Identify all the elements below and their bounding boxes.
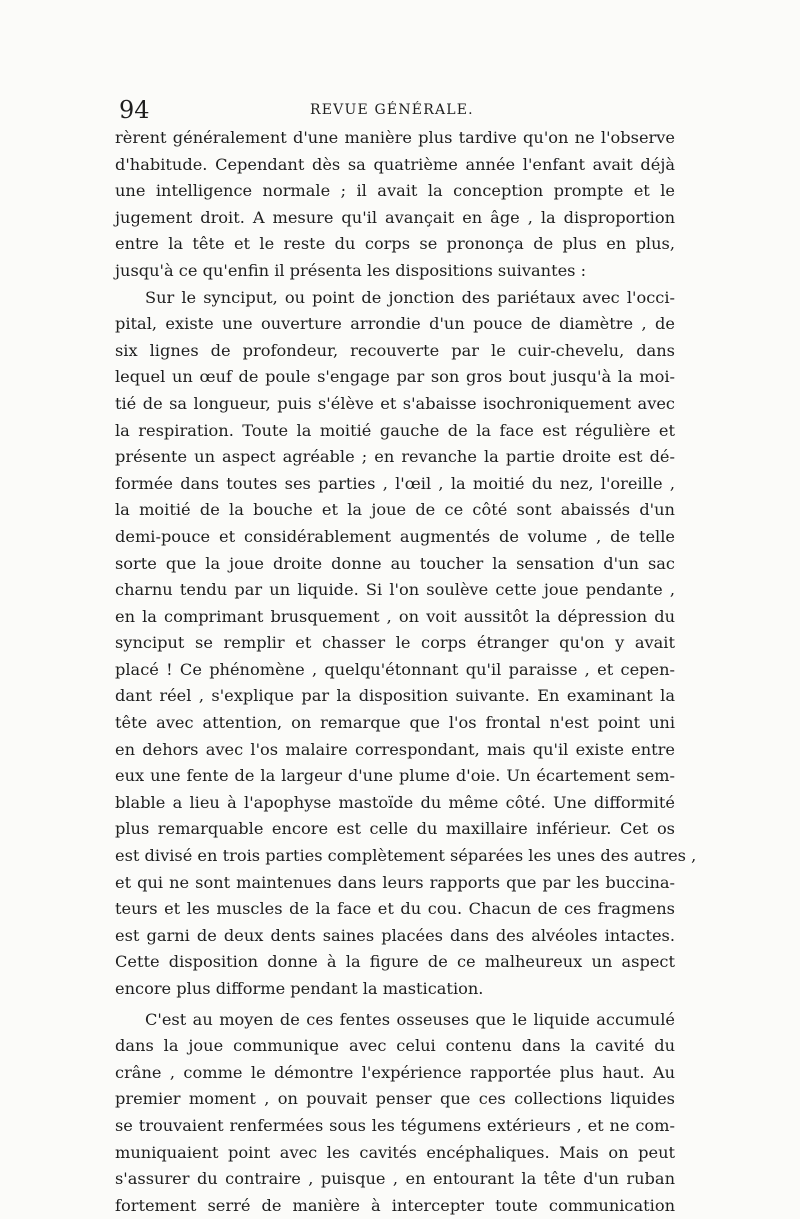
text-line: encore plus difforme pendant la mastication. [115, 979, 484, 998]
text-line: Cette disposition donne à la figure de ce malheureux un aspect [115, 952, 675, 972]
text-line: six lignes de profondeur, recouverte par le cuir-chevelu, dans [115, 340, 675, 360]
text-line: lequel un œuf de poule s'engage par son gros bout jusqu'à la moi- [115, 367, 675, 387]
text-line: teurs et les muscles de la face et du cou. Chacun de ces fragmens [115, 899, 675, 919]
text-line: en la comprimant brusquement , on voit aussitôt la dépression du [115, 606, 675, 626]
text-line: formée dans toutes ses parties , l'œil , la moitié du nez, l'oreille , [115, 473, 675, 493]
text-line: charnu tendu par un liquide. Si l'on soulève cette joue pendante , [115, 580, 675, 600]
text-line: synciput se remplir et chasser le corps étranger qu'on y avait [115, 633, 675, 653]
text-line: demi-pouce et considérablement augmentés de volume , de telle [115, 526, 675, 546]
text-line: jugement droit. A mesure qu'il avançait en âge , la disproportion [115, 207, 675, 227]
text-line: d'habitude. Cependant dès sa quatrième année l'enfant avait déjà [115, 154, 675, 174]
text-line: la moitié de la bouche et la joue de ce côté sont abaissés d'un [115, 500, 675, 520]
text-line: placé ! Ce phénomène , quelqu'étonnant qu'il paraisse , et cepen- [115, 659, 675, 679]
text-line: est garni de deux dents saines placées dans des alvéoles intactes. [115, 925, 675, 945]
text-line: premier moment , on pouvait penser que ces collections liquides [115, 1089, 675, 1109]
text-line: blable a lieu à l'apophyse mastoïde du même côté. Une difformité [115, 792, 675, 812]
text-line: Sur le synciput, ou point de jonction des pariétaux avec l'occi- [145, 287, 675, 307]
text-line: C'est au moyen de ces fentes osseuses que le liquide accumulé [145, 1009, 675, 1029]
text-line: en dehors avec l'os malaire correspondant, mais qu'il existe entre [115, 739, 675, 759]
text-line: crâne , comme le démontre l'expérience rapportée plus haut. Au [115, 1062, 675, 1082]
text-line: présente un aspect agréable ; en revanche la partie droite est dé- [115, 447, 675, 467]
text-line: la respiration. Toute la moitié gauche de la face est régulière et [115, 420, 675, 440]
text-line: sorte que la joue droite donne au toucher la sensation d'un sac [115, 553, 675, 573]
text-line: tête avec attention, on remarque que l'os frontal n'est point uni [115, 713, 675, 733]
text-line: eux une fente de la largeur d'une plume d'oie. Un écartement sem- [115, 766, 675, 786]
text-line: jusqu'à ce qu'enfin il présenta les dispositions suivantes : [115, 260, 587, 280]
text-line: dans la joue communique avec celui contenu dans la cavité du [115, 1036, 675, 1056]
text-line: plus remarquable encore est celle du maxillaire inférieur. Cet os [115, 819, 675, 839]
text-line: dant réel , s'explique par la disposition suivante. En examinant la [115, 686, 675, 706]
body-text [115, 125, 697, 1219]
page-header [115, 95, 675, 125]
text-line: entre la tête et le reste du corps se prononça de plus en plus, [115, 234, 675, 254]
text-line: et qui ne sont maintenues dans leurs rapports que par les buccina- [115, 872, 675, 892]
text-line: muniquaient point avec les cavités encéphaliques. Mais on peut [115, 1142, 675, 1162]
text-line: est divisé en trois parties complètement séparées les unes des autres , [115, 846, 697, 866]
text-line: s'assurer du contraire , puisque , en entourant la tête d'un ruban [115, 1169, 675, 1189]
text-line: tié de sa longueur, puis s'élève et s'abaisse isochroniquement avec [115, 393, 675, 413]
text-line: rèrent généralement d'une manière plus tardive qu'on ne l'observe [115, 128, 675, 147]
text-line: pital, existe une ouverture arrondie d'un pouce de diamètre , de [115, 314, 675, 334]
text-line: une intelligence normale ; il avait la conception prompte et le [115, 181, 675, 201]
running-head: REVUE GÉNÉRALE. [310, 102, 474, 118]
page-number: 94 [119, 96, 150, 124]
book-page [115, 95, 697, 1219]
text-line: se trouvaient renfermées sous les tégumens extérieurs , et ne com- [115, 1115, 675, 1135]
text-line: fortement serré de manière à intercepter toute communication [115, 1195, 675, 1215]
